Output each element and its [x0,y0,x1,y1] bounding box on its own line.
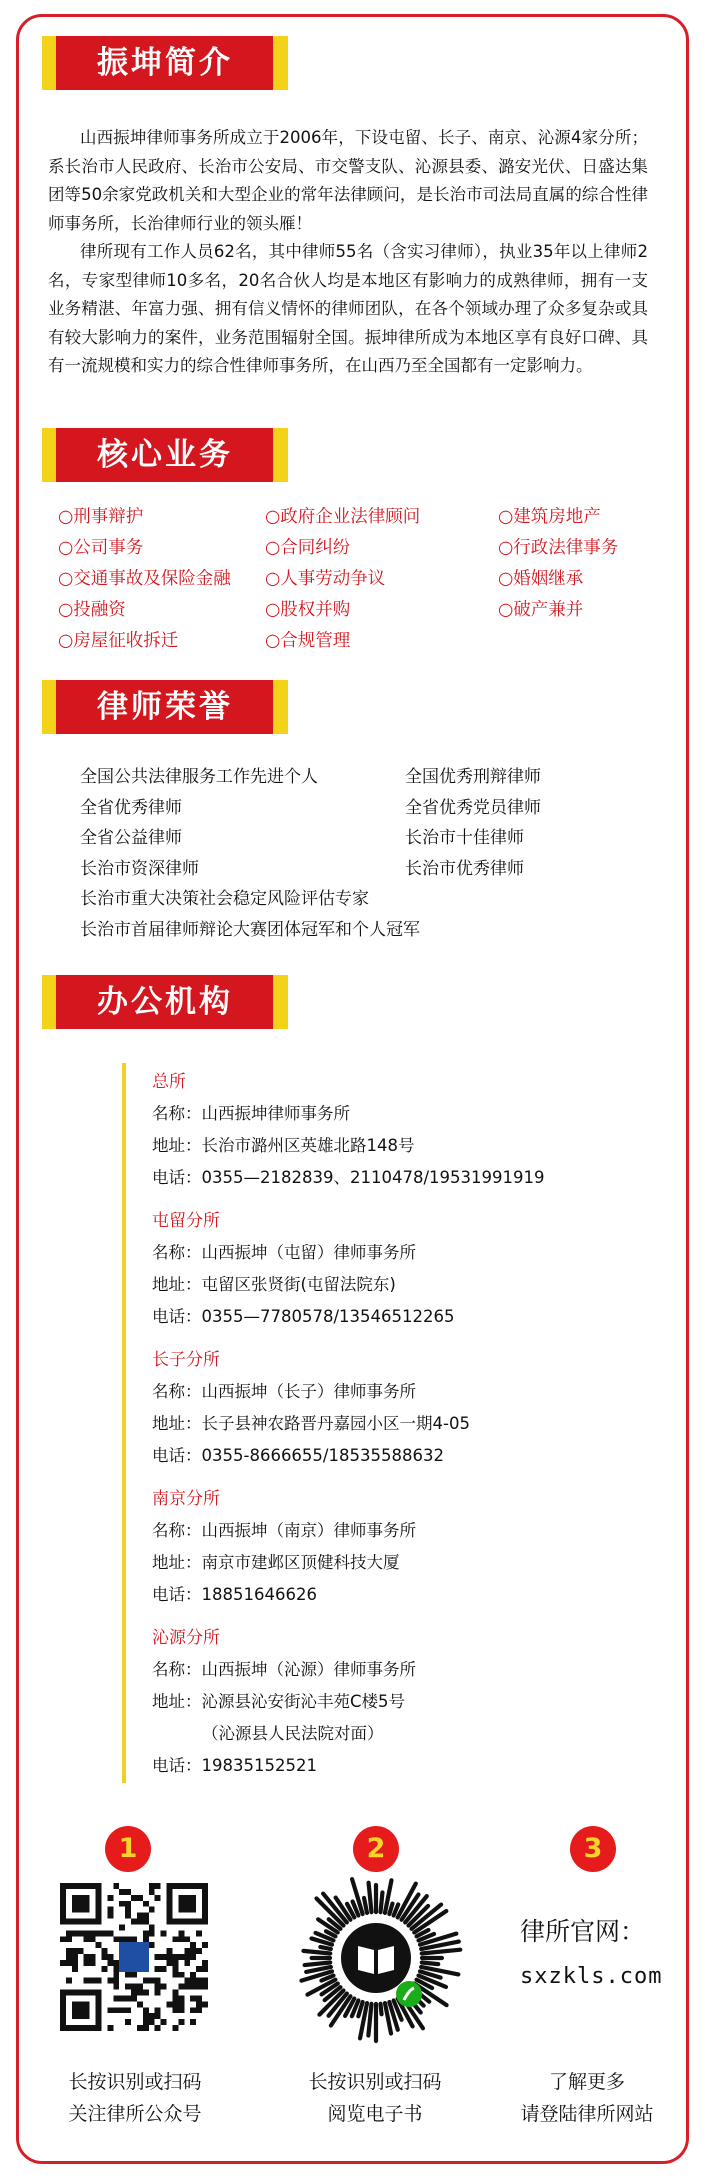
office-phone: 电话：0355—2182839、2110478/19531991919 [152,1168,545,1187]
section-banner-services [42,428,288,482]
honor-item: 长治市优秀律师 [405,858,524,879]
wechat-qr-code[interactable] [60,1883,208,2031]
office-block-nanjing [152,1483,416,1611]
service-item: ○建筑房地产 [498,507,601,527]
honor-item: 全国优秀刑辩律师 [405,767,541,787]
honors-right-column [405,762,541,884]
honor-item: 长治市首届律师辩论大赛团体冠军和个人冠军 [80,919,420,940]
office-branch-title: 总所 [152,1072,186,1092]
mini-program-code-icon [288,1870,464,2046]
step-number-1: 1 [105,1826,151,1872]
office-address: 地址：屯留区张贤街(屯留法院东) [152,1275,396,1294]
office-address: 地址：长治市潞州区英雄北路148号 [152,1136,415,1155]
banner-tab-left [42,680,57,734]
service-item: ○合同纠纷 [265,538,351,558]
service-item: ○交通事故及保险金融 [58,569,231,589]
section-title-services: 核心业务 [56,428,274,482]
honors-left-column [80,762,420,945]
office-name: 名称：山西振坤（沁源）律师事务所 [152,1660,416,1679]
banner-tab-right [273,428,288,482]
caption-line: 了解更多 [548,2071,625,2093]
service-item: ○行政法律事务 [498,538,619,558]
honor-item: 全国公共法律服务工作先进个人 [80,767,318,787]
office-address-note: （沁源县人民法院对面） [202,1724,384,1743]
intro-paragraph-2: 律所现有工作人员62名，其中律师55名（含实习律师），执业35年以上律师2名，专家型律师10多名，20名合伙人均是本地区有影响力的成熟律师，拥有一支业务精湛、年富力强、拥有信义情怀的律师团队，在各个领域办理了众多复杂或具有较大影响力的案件，业务范围辐射全国。振坤律所成为本地区享有良好口碑、具有一流规模和实力的综合性律师事务所，在山西乃至全国都有一定影响力。 [48,242,648,375]
office-block-tunliu [152,1205,455,1333]
office-name: 名称：山西振坤（南京）律师事务所 [152,1521,416,1540]
honor-item: 全省优秀律师 [80,797,182,818]
website-label: 律所官网： [520,1917,646,1946]
website-info [520,1912,690,1989]
section-title-honors: 律师荣誉 [56,680,274,734]
caption-wechat [40,2066,230,2130]
banner-tab-right [273,680,288,734]
service-item: ○刑事辩护 [58,507,144,527]
caption-line: 长按识别或扫码 [68,2071,202,2093]
website-url[interactable]: sxzkls.com [520,1964,663,1989]
office-name: 名称：山西振坤（屯留）律师事务所 [152,1243,416,1262]
caption-line: 阅览电子书 [327,2103,423,2125]
service-item: ○公司事务 [58,538,144,558]
banner-tab-right [273,975,288,1029]
office-address: 地址：南京市建邺区顶健科技大厦 [152,1553,400,1572]
step-number-2: 2 [353,1826,399,1872]
section-title-offices: 办公机构 [56,975,274,1029]
office-phone: 电话：18851646626 [152,1585,317,1604]
banner-tab-right [273,36,288,90]
office-branch-title: 沁源分所 [152,1628,220,1648]
office-branch-title: 长子分所 [152,1350,220,1370]
intro-paragraph-1: 山西振坤律师事务所成立于2006年，下设屯留、长子、南京、沁源4家分所；系长治市人民政府、长治市公安局、市交警支队、沁源县委、潞安光伏、日盛达集团等50余家党政机关和大型企业的常年法律顾问，是长治市司法局直属的综合性律师事务所，长治律师行业的领头雁！ [48,128,648,233]
caption-line: 长按识别或扫码 [308,2071,442,2093]
honor-item: 长治市资深律师 [80,858,199,879]
section-banner-intro [42,36,288,90]
office-phone: 电话：0355—7780578/13546512265 [152,1307,455,1326]
services-column-3 [498,502,618,626]
caption-line: 请登陆律所网站 [520,2103,654,2125]
section-banner-honors [42,680,288,734]
office-address: 地址：沁源县沁安街沁丰苑C楼5号 [152,1692,406,1711]
honor-item: 全省公益律师 [80,828,182,848]
banner-tab-left [42,36,57,90]
section-title-intro: 振坤简介 [56,36,274,90]
honor-item: 长治市十佳律师 [405,828,524,848]
honor-item: 长治市重大决策社会稳定风险评估专家 [80,889,369,909]
services-column-1 [58,502,231,657]
service-item: ○合规管理 [265,631,351,651]
office-phone: 电话：19835152521 [152,1756,317,1775]
office-address: 地址：长子县神农路晋丹嘉园小区一期4-05 [152,1414,470,1433]
office-phone: 电话：0355-8666655/18535588632 [152,1446,444,1465]
office-block-head [152,1066,545,1194]
qr-code-icon [60,1883,208,2031]
service-item: ○人事劳动争议 [265,569,386,589]
office-branch-title: 南京分所 [152,1489,220,1509]
service-item: ○投融资 [58,600,126,620]
service-item: ○政府企业法律顾问 [265,507,421,527]
office-block-zhangzi [152,1344,470,1472]
banner-tab-left [42,428,57,482]
section-banner-offices [42,975,288,1029]
office-block-qinyuan [152,1622,416,1782]
intro-text [48,124,648,381]
banner-tab-left [42,975,57,1029]
step-number-3: 3 [570,1826,616,1872]
honor-item: 全省优秀党员律师 [405,797,541,818]
offices-accent-line [122,1063,126,1783]
service-item: ○股权并购 [265,600,351,620]
service-item: ○破产兼并 [498,600,584,620]
caption-website [497,2066,677,2130]
office-name: 名称：山西振坤（长子）律师事务所 [152,1382,416,1401]
mini-program-code[interactable] [288,1870,464,2046]
caption-line: 关注律所公众号 [68,2103,202,2125]
office-branch-title: 屯留分所 [152,1211,220,1231]
caption-ebook [280,2066,470,2130]
service-item: ○婚姻继承 [498,569,584,589]
services-column-2 [265,502,420,657]
office-name: 名称：山西振坤律师事务所 [152,1104,350,1123]
service-item: ○房屋征收拆迁 [58,631,179,651]
